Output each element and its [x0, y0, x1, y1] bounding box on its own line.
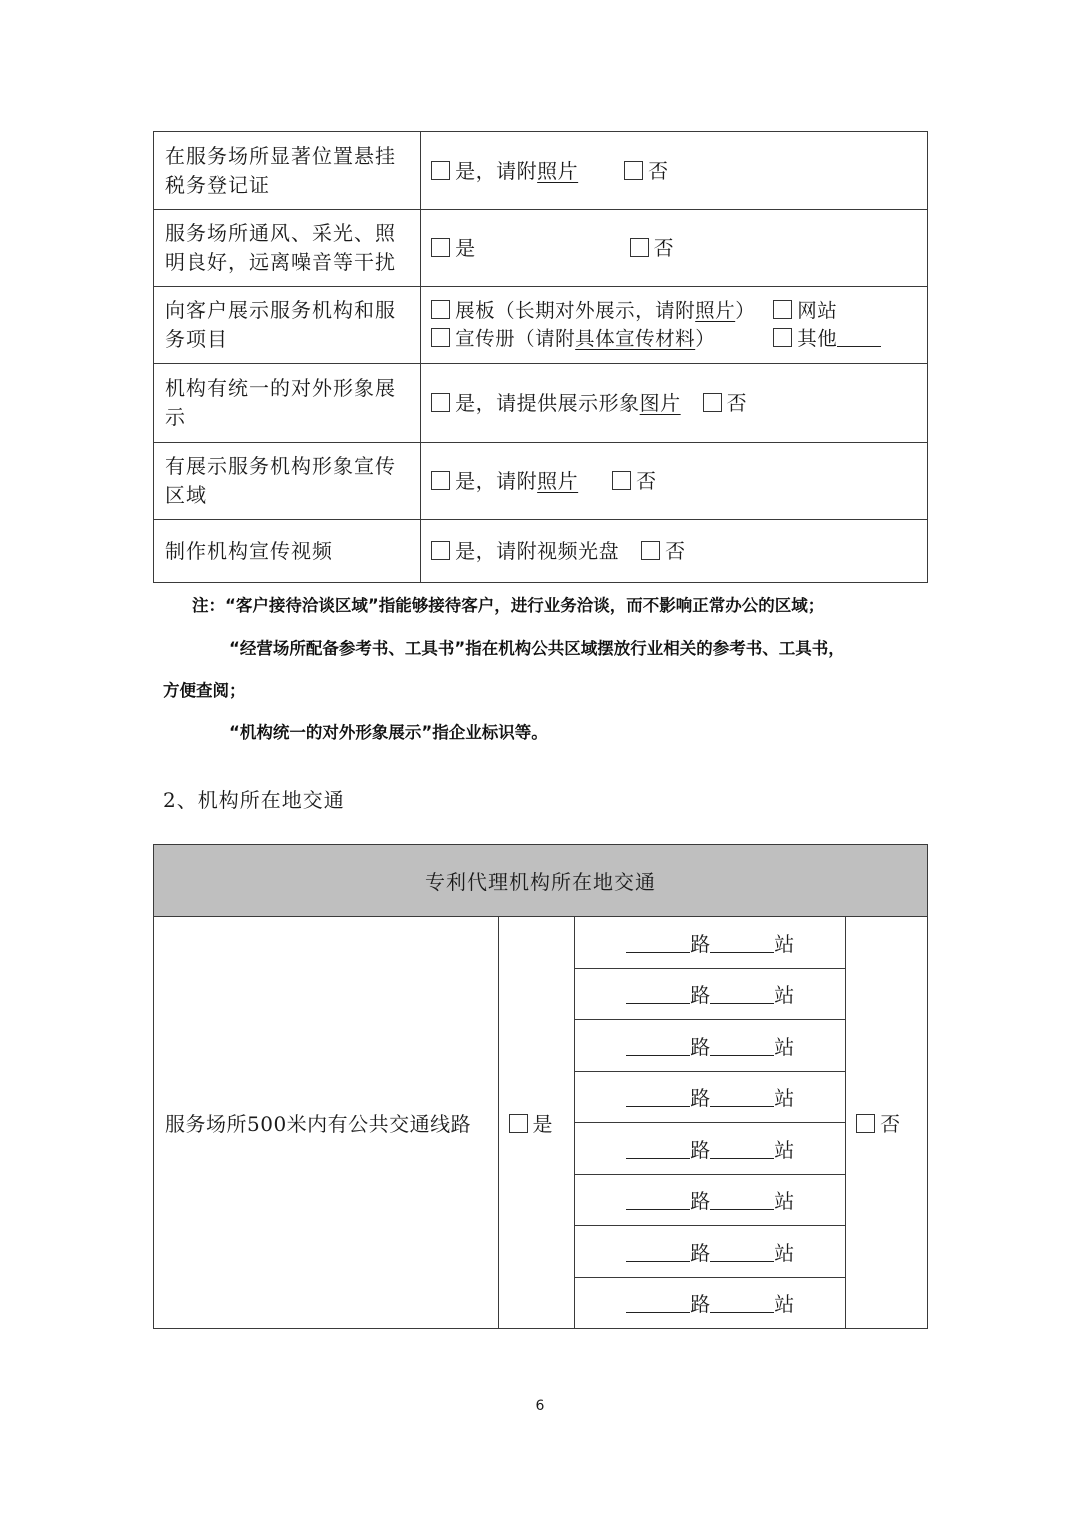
yes-label: 是	[455, 236, 476, 260]
row-label: 制作机构宣传视频	[154, 520, 421, 583]
road-label: 路	[690, 1137, 711, 1162]
route-blank[interactable]	[626, 1091, 690, 1107]
route-blank[interactable]	[626, 1297, 690, 1313]
road-label: 路	[690, 931, 711, 956]
road-label: 路	[690, 1189, 711, 1214]
no-checkbox[interactable]	[624, 161, 643, 180]
road-label: 路	[690, 1240, 711, 1265]
note-line: “经营场所配备参考书、工具书”指在机构公共区域摆放行业相关的参考书、工具书，	[229, 639, 845, 658]
station-blank[interactable]	[710, 988, 774, 1004]
no-label: 否	[648, 158, 669, 183]
attachment-link: 照片	[537, 469, 579, 493]
route-row	[154, 917, 928, 969]
other-label: 其他	[797, 327, 838, 350]
table-header: 专利代理机构所在地交通	[154, 845, 928, 917]
section-title: 2、机构所在地交通	[163, 788, 345, 812]
route-blank[interactable]	[626, 1194, 690, 1210]
route-blank[interactable]	[626, 937, 690, 953]
no-checkbox[interactable]	[703, 393, 722, 412]
station-label: 站	[774, 1137, 795, 1162]
yes-checkbox[interactable]	[509, 1114, 528, 1133]
station-label: 站	[774, 1034, 795, 1059]
table-row	[154, 520, 928, 583]
display-board-checkbox[interactable]	[431, 300, 450, 319]
route-entry	[575, 917, 846, 969]
station-blank[interactable]	[710, 1040, 774, 1056]
no-checkbox[interactable]	[612, 471, 631, 490]
page-number: 6	[535, 1398, 545, 1414]
table-row	[154, 443, 928, 520]
row-options	[421, 210, 928, 287]
station-blank[interactable]	[710, 1297, 774, 1313]
station-label: 站	[774, 983, 795, 1008]
table-row	[154, 210, 928, 287]
paren-close: ）	[695, 327, 716, 350]
road-label: 路	[690, 1292, 711, 1317]
route-entry	[575, 1020, 846, 1072]
note-line: “机构统一的对外形象展示”指企业标识等。	[229, 723, 548, 742]
attachment-link: 照片	[695, 299, 736, 322]
yes-label: 是，请附	[455, 469, 538, 493]
attachment-link: 图片	[639, 391, 681, 415]
note-line: 注：“客户接待洽谈区域”指能够接待客户，进行业务洽谈，而不影响正常办公的区域；	[192, 596, 825, 615]
yes-checkbox[interactable]	[431, 471, 450, 490]
route-entry	[575, 1277, 846, 1329]
yes-checkbox[interactable]	[431, 238, 450, 257]
no-checkbox[interactable]	[630, 238, 649, 257]
brochure-label: 宣传册（请附	[455, 327, 576, 350]
row-options	[421, 287, 928, 364]
station-blank[interactable]	[710, 1194, 774, 1210]
route-blank[interactable]	[626, 1040, 690, 1056]
row-label: 机构有统一的对外形象展示	[154, 364, 421, 443]
no-checkbox[interactable]	[641, 541, 660, 560]
yes-label: 是	[532, 1112, 553, 1136]
route-entry	[575, 1071, 846, 1123]
road-label: 路	[690, 983, 711, 1008]
display-board-label: 展板（长期对外展示，请附	[455, 299, 696, 322]
yes-label: 是，请附视频光盘	[455, 539, 620, 563]
route-entry	[575, 968, 846, 1020]
station-label: 站	[774, 1240, 795, 1265]
paren-close: ）	[735, 299, 756, 322]
row-label: 有展示服务机构形象宣传区域	[154, 443, 421, 520]
road-label: 路	[690, 1034, 711, 1059]
row-options	[421, 520, 928, 583]
station-label: 站	[774, 1292, 795, 1317]
service-facility-table	[153, 131, 928, 583]
website-checkbox[interactable]	[773, 300, 792, 319]
station-blank[interactable]	[710, 937, 774, 953]
transit-yes-cell	[498, 917, 575, 1329]
route-blank[interactable]	[626, 1143, 690, 1159]
route-entry	[575, 1174, 846, 1226]
other-checkbox[interactable]	[773, 328, 792, 347]
route-entry	[575, 1123, 846, 1175]
table-row	[154, 132, 928, 210]
brochure-checkbox[interactable]	[431, 328, 450, 347]
other-blank[interactable]	[837, 331, 881, 347]
row-options	[421, 364, 928, 443]
row-label: 在服务场所显著位置悬挂税务登记证	[154, 132, 421, 210]
no-label: 否	[665, 539, 686, 563]
table-row	[154, 287, 928, 364]
note-line: 方便查阅；	[163, 681, 246, 700]
station-blank[interactable]	[710, 1143, 774, 1159]
transit-label: 服务场所500米内有公共交通线路	[154, 917, 499, 1329]
row-label: 服务场所通风、采光、照明良好，远离噪音等干扰	[154, 210, 421, 287]
table-row	[154, 364, 928, 443]
route-blank[interactable]	[626, 1246, 690, 1262]
table-header-row	[154, 845, 928, 917]
station-label: 站	[774, 1189, 795, 1214]
station-blank[interactable]	[710, 1091, 774, 1107]
route-entry	[575, 1226, 846, 1278]
yes-label: 是，请附	[455, 158, 538, 183]
attachment-link: 照片	[537, 158, 579, 183]
row-options	[421, 132, 928, 210]
yes-checkbox[interactable]	[431, 541, 450, 560]
station-label: 站	[774, 1086, 795, 1111]
road-label: 路	[690, 1086, 711, 1111]
route-rows	[154, 917, 928, 1329]
no-label: 否	[653, 236, 675, 260]
station-label: 站	[774, 931, 795, 956]
no-checkbox[interactable]	[856, 1114, 875, 1133]
row-label: 向客户展示服务机构和服务项目	[154, 287, 421, 364]
attachment-link: 具体宣传材料	[575, 327, 696, 350]
transportation-table	[153, 844, 928, 1329]
no-label: 否	[880, 1112, 901, 1136]
row-options	[421, 443, 928, 520]
route-blank[interactable]	[626, 988, 690, 1004]
yes-checkbox[interactable]	[431, 161, 450, 180]
yes-label: 是，请提供展示形象	[455, 391, 640, 415]
transit-no-cell	[846, 917, 928, 1329]
website-label: 网站	[797, 299, 838, 322]
no-label: 否	[726, 391, 748, 415]
no-label: 否	[636, 469, 657, 493]
yes-checkbox[interactable]	[431, 393, 450, 412]
station-blank[interactable]	[710, 1246, 774, 1262]
